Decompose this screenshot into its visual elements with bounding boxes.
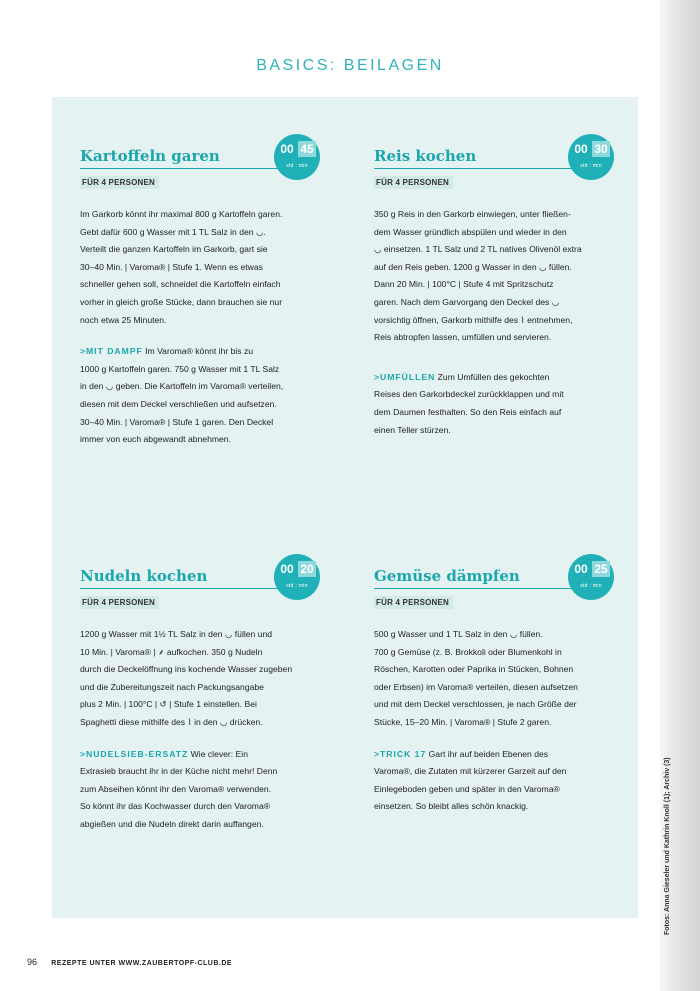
title-rule [80, 168, 300, 169]
tip-text: Wie clever: Ein Extrasieb braucht ihr in der Küche nicht mehr! Denn zum Abseihen könnt ihr den Varoma® verwenden. So könnt ihr das Kochwasser durch den Varoma® abgießen und die Nudeln direkt darin auffangen. [80, 748, 278, 829]
recipe-title: Kartoffeln garen [80, 147, 220, 165]
tip-paragraph [374, 746, 649, 816]
timer-hours: 00 [574, 562, 588, 576]
timer-minutes: 30 [592, 141, 610, 157]
recipe-body: 500 g Wasser und 1 TL Salz in den ◡ füllen. 700 g Gemüse (z. B. Brokkoli oder Blumenkohl in Röschen, Karotten oder Paprika in Stücken, Bohnen oder Erbsen) im Varoma® verteilen, diesen aufsetzen und mit dem Deckel verschlossen, je nach Größe der Stücke, 15–20 Min. | Varoma® | Stufe 2 garen. [374, 629, 578, 727]
recipe-body: 1200 g Wasser mit 1½ TL Salz in den ◡ füllen und 10 Min. | Varoma® | ⸙ aufkochen. 350 g Nudeln durch die Deckelöffnung ins kochende Wasser zugeben und die Zubereitungszeit nach Packungsangabe plus 2 Min. | 100°C | ↺ | Stufe 1 einstellen. Bei Spaghetti diese mithilfe des ⌇ in den ◡ drücken. [80, 629, 293, 727]
recipe-card-nudeln [80, 562, 355, 834]
timer-minutes: 45 [298, 141, 316, 157]
timer-unit: std : min [286, 163, 308, 169]
servings-label: FÜR 4 PERSONEN [80, 176, 159, 189]
timer-minutes: 25 [592, 561, 610, 577]
title-rule [374, 168, 594, 169]
timer-badge [274, 554, 320, 600]
recipe-card-gemuese [374, 562, 649, 816]
tip-label: >UMFÜLLEN [374, 371, 436, 382]
timer-badge [568, 134, 614, 180]
tip-label: >TRICK 17 [374, 748, 427, 759]
timer-unit: std : min [286, 583, 308, 589]
tip-paragraph [80, 343, 355, 449]
page-number: 96 [27, 957, 38, 967]
timer-unit: std : min [580, 583, 602, 589]
recipe-body: 350 g Reis in den Garkorb einwiegen, unter fließen- dem Wasser gründlich abspülen und wieder in den ◡ einsetzen. 1 TL Salz und 2 TL natives Olivenöl extra auf den Reis geben. 1200 g Wasser in den ◡ füllen. Dann 20 Min. | 100°C | Stufe 4 mit Spritzschutz garen. Nach dem Garvorgang den Deckel des ◡ vorsichtig öffnen, Garkorb mithilfe des ⌇ entnehmen, Reis abtropfen lassen, umfüllen und servieren. [374, 209, 582, 343]
timer-hours: 00 [574, 142, 588, 156]
recipe-body: Im Garkorb könnt ihr maximal 800 g Kartoffeln garen. Gebt dafür 600 g Wasser mit 1 TL Salz in den ◡. Verteilt die ganzen Kartoffeln im Garkorb, gart sie 30–40 Min. | Varoma® | Stufe 1. Wenn es etwas schneller gehen soll, schneidet die Kartoffeln einfach vorher in gleich große Stücke, dann brauchen sie nur noch etwa 25 Minuten. [80, 209, 283, 325]
page-footer [27, 957, 232, 967]
title-rule [80, 588, 300, 589]
tip-label: >MIT DAMPF [80, 346, 143, 357]
timer-hours: 00 [280, 142, 294, 156]
recipe-card-reis [374, 142, 649, 439]
timer-unit: std : min [580, 163, 602, 169]
tip-text: Zum Umfüllen des gekochten Reises den Garkorbdeckel zurückklappen und mit dem Daumen festhalten. So den Reis einfach auf einen Teller stürzen. [374, 371, 564, 435]
recipe-title: Reis kochen [374, 147, 477, 165]
tip-paragraph [80, 746, 355, 834]
servings-label: FÜR 4 PERSONEN [374, 176, 453, 189]
tip-text: Im Varoma® könnt ihr bis zu 1000 g Kartoffeln garen. 750 g Wasser mit 1 TL Salz in den ◡ geben. Die Kartoffeln im Varoma® verteilen, diesen mit dem Deckel verschließen und aufsetzen. 30–40 Min. | Varoma® | Stufe 1 garen. Den Deckel immer von euch abgewandt abnehmen. [80, 346, 284, 445]
timer-badge [568, 554, 614, 600]
timer-badge [274, 134, 320, 180]
recipe-title: Nudeln kochen [80, 567, 208, 585]
servings-label: FÜR 4 PERSONEN [374, 596, 453, 609]
photo-credit-text: Fotos: Anna Gieseler und Kathrin Knoll (1); Archiv (3) [664, 757, 671, 935]
footer-url: REZEPTE UNTER WWW.ZAUBERTOPF-CLUB.DE [51, 960, 233, 967]
timer-hours: 00 [280, 562, 294, 576]
timer-minutes: 20 [298, 561, 316, 577]
tip-label: >NUDELSIEB-ERSATZ [80, 748, 189, 759]
photo-credit [664, 705, 676, 935]
tip-text: Gart ihr auf beiden Ebenen des Varoma®, die Zutaten mit kürzerer Garzeit auf den Einlegeboden geben und später in den Varoma® einsetzen. So bleibt alles schön knackig. [374, 748, 567, 812]
recipe-title: Gemüse dämpfen [374, 567, 520, 585]
section-title: BASICS: BEILAGEN [256, 57, 444, 74]
tip-paragraph [374, 369, 649, 439]
title-rule [374, 588, 594, 589]
recipe-card-kartoffeln [80, 142, 355, 449]
servings-label: FÜR 4 PERSONEN [80, 596, 159, 609]
